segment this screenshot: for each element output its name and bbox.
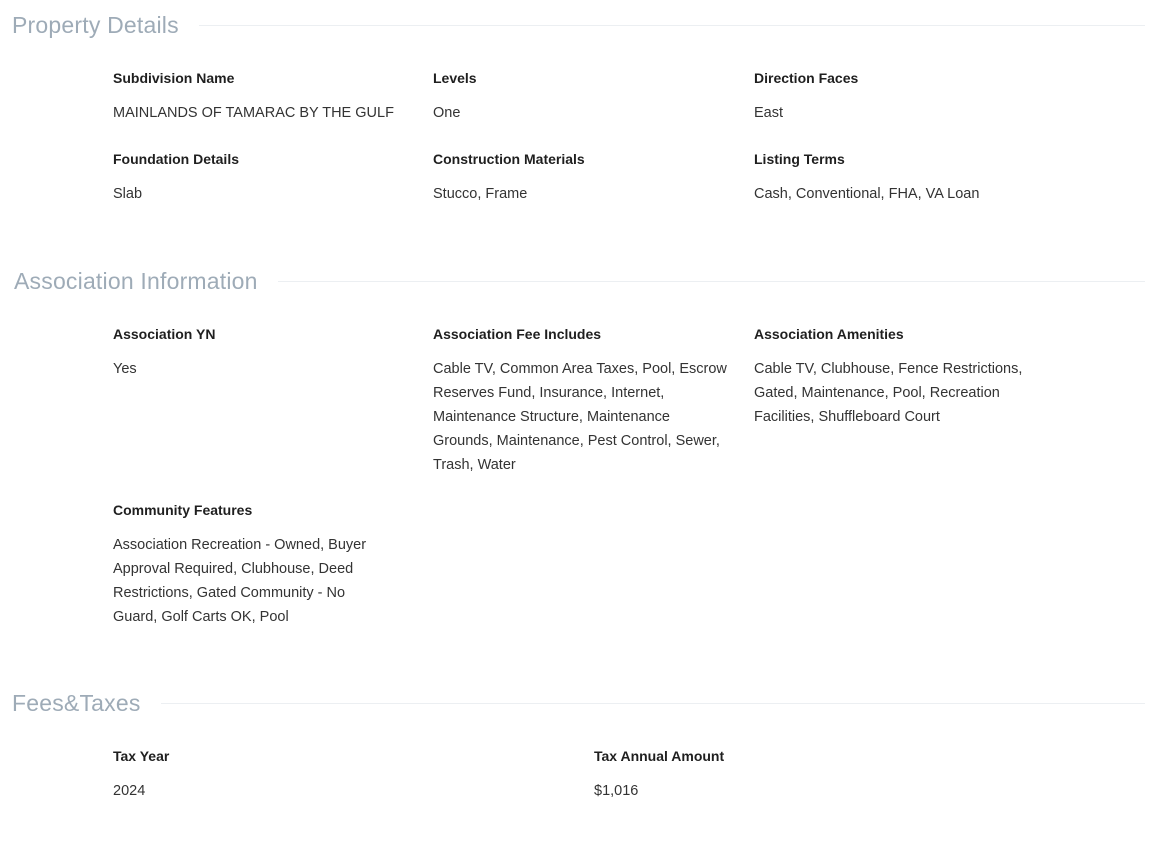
field-association-amenities [754, 325, 1054, 429]
field-label: Subdivision Name [113, 70, 235, 86]
section-header [12, 10, 1145, 40]
field-community-features [113, 501, 388, 629]
field-value: 2024 [113, 783, 146, 799]
field-label: Association YN [113, 326, 216, 342]
field-value: Cable TV, Common Area Taxes, Pool, Escrow Reserves Fund, Insurance, Internet, Maintenance Structure, Maintenance Grounds, Maintenance, Pest Control, Sewer, Trash, Water [433, 361, 727, 473]
field-tax-year [113, 747, 413, 803]
section-title: Property Details [12, 11, 179, 38]
field-value: East [754, 105, 784, 121]
field-subdivision-name [113, 69, 413, 125]
field-listing-terms [754, 150, 1054, 206]
field-label: Direction Faces [754, 70, 859, 86]
section-header [12, 688, 1145, 718]
field-association-fee-includes [433, 325, 733, 477]
section-divider [199, 25, 1145, 26]
field-label: Listing Terms [754, 151, 845, 167]
field-value: MAINLANDS OF TAMARAC BY THE GULF [113, 105, 394, 121]
field-value: One [433, 105, 461, 121]
field-label: Community Features [113, 502, 253, 518]
field-label: Tax Annual Amount [594, 748, 725, 764]
field-foundation-details [113, 150, 413, 206]
field-association-yn [113, 325, 413, 381]
section-divider [278, 281, 1145, 282]
field-value: Cable TV, Clubhouse, Fence Restrictions, Gated, Maintenance, Pool, Recreation Facilities, Shuffleboard Court [754, 361, 1023, 425]
field-label: Foundation Details [113, 151, 239, 167]
section-header [14, 266, 1145, 296]
field-label: Levels [433, 70, 477, 86]
field-value: Cash, Conventional, FHA, VA Loan [754, 186, 980, 202]
field-value: Yes [113, 361, 137, 377]
field-label: Association Amenities [754, 326, 904, 342]
field-label: Tax Year [113, 748, 170, 764]
field-label: Association Fee Includes [433, 326, 602, 342]
section-title: Fees&Taxes [12, 689, 141, 716]
field-tax-annual-amount [594, 747, 894, 803]
field-value: Slab [113, 186, 143, 202]
section-divider [161, 703, 1145, 704]
field-label: Construction Materials [433, 151, 585, 167]
field-value: Stucco, Frame [433, 186, 528, 202]
field-value: $1,016 [594, 783, 639, 799]
field-levels [433, 69, 733, 125]
field-value: Association Recreation - Owned, Buyer Approval Required, Clubhouse, Deed Restrictions, Gated Community - No Guard, Golf Carts OK, Pool [113, 537, 367, 625]
section-title: Association Information [14, 267, 258, 294]
field-direction-faces [754, 69, 1054, 125]
field-construction-materials [433, 150, 733, 206]
